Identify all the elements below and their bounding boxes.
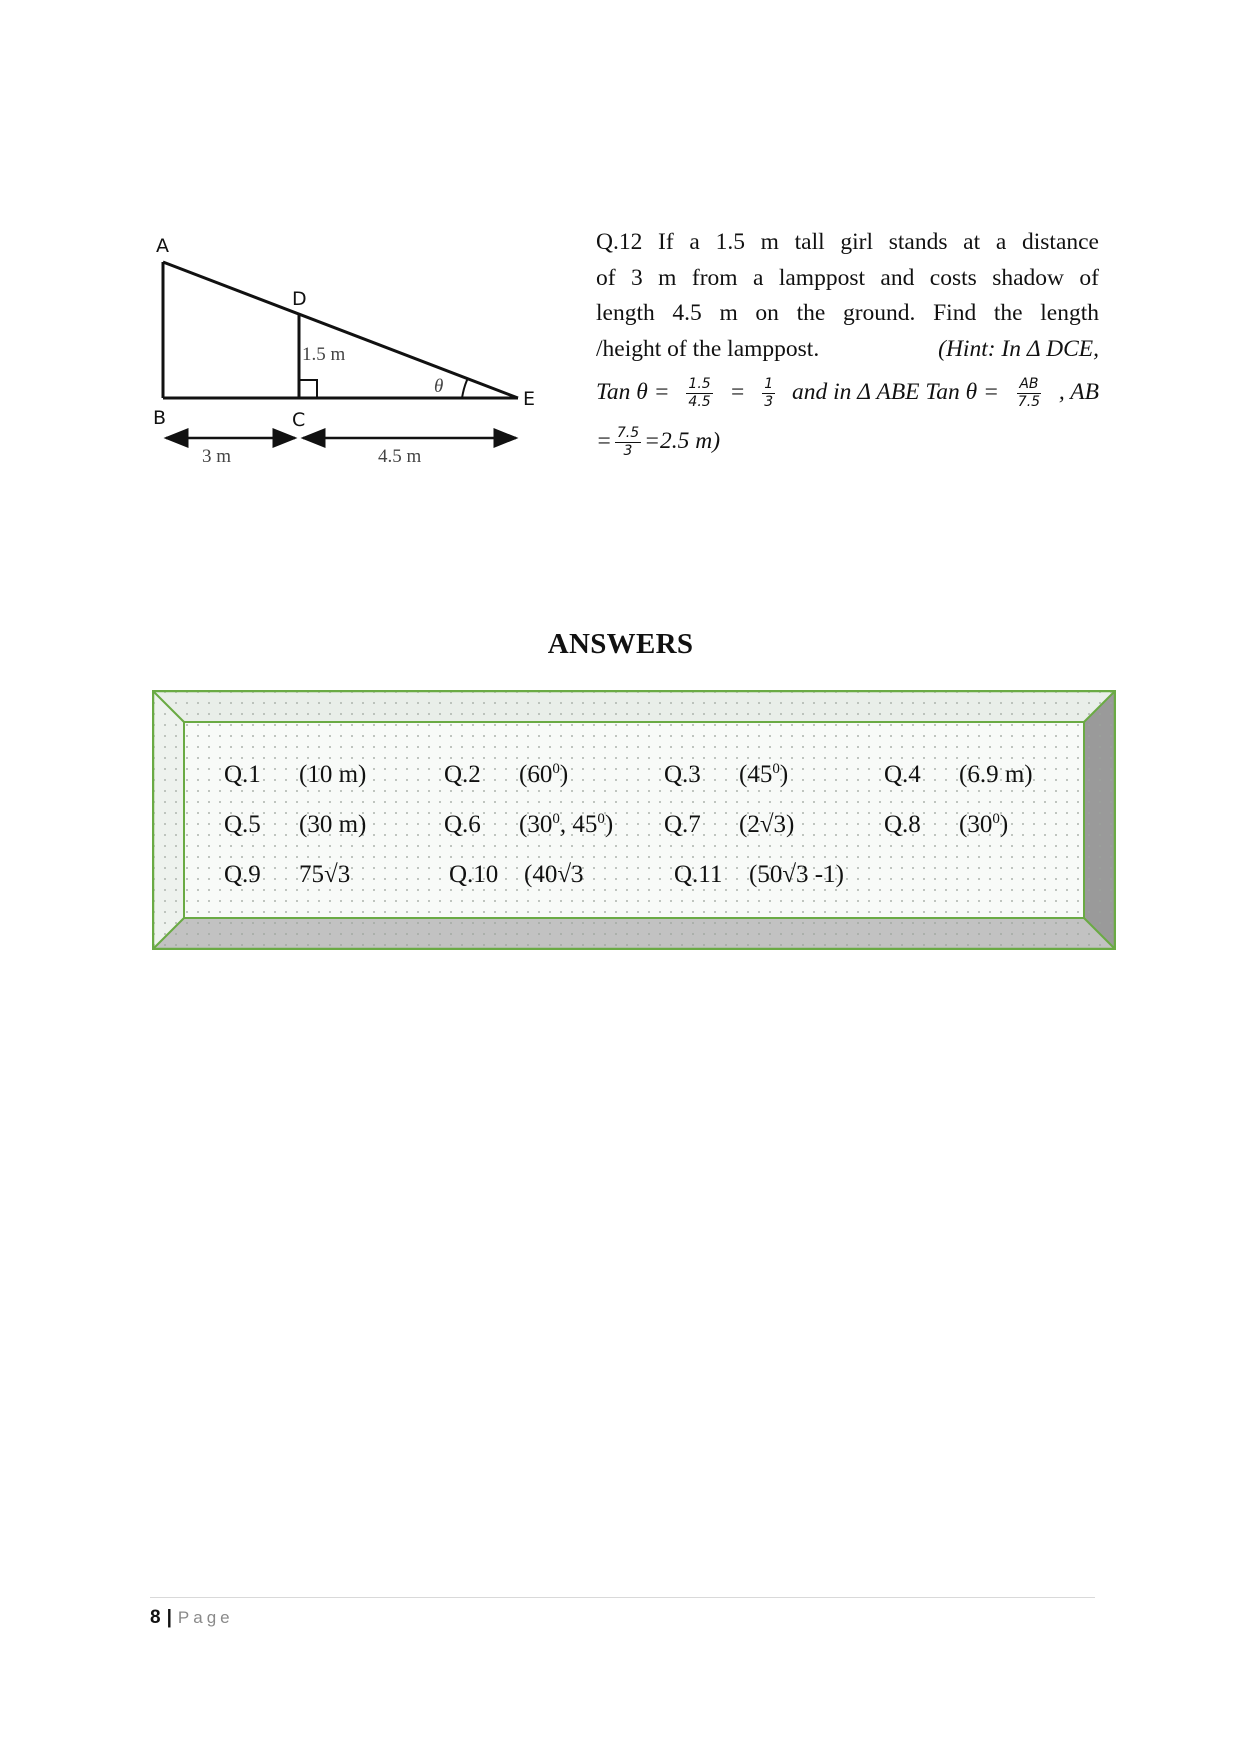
page-footer xyxy=(150,1607,234,1629)
hint-open: (Hint: In Δ DCE, xyxy=(938,335,1099,362)
label-theta: θ xyxy=(434,376,444,397)
equals: = xyxy=(596,428,612,455)
page-number: 8 xyxy=(150,1607,161,1628)
label-ce: 4.5 m xyxy=(378,446,422,467)
answer-cell: Q.4 (6.9 m) xyxy=(884,761,1033,788)
label-c: C xyxy=(292,409,306,431)
hint-formula xyxy=(596,367,1099,419)
answer-cell: Q.9 75√3 xyxy=(224,861,351,888)
question-line: Q.12 If a 1.5 m tall girl stands at a distance xyxy=(596,229,1099,255)
answer-cell: Q.3 $(45^0)$ xyxy=(664,761,789,788)
question-line: of 3 m from a lamppost and costs shadow of xyxy=(596,264,1099,291)
answer-cell: Q.11 (50√3 -1) xyxy=(674,861,844,888)
hint-result xyxy=(596,419,1099,465)
answer-cell: Q.1 (10 m) xyxy=(224,761,367,788)
footer-divider xyxy=(150,1597,1095,1598)
label-d: D xyxy=(292,288,307,310)
question-line: /height of the lamppost. xyxy=(596,335,820,362)
answer-cell: Q.6 ($30^0$, $45^0$) xyxy=(444,811,614,838)
footer-separator: | xyxy=(166,1607,172,1628)
triangle-figure xyxy=(150,235,550,480)
answer-cell: Q.2 $(60^0)$ xyxy=(444,761,569,788)
angle-arc xyxy=(462,378,468,398)
and-text: and in Δ ABE Tan θ = xyxy=(791,379,999,406)
tan-label: Tan θ = xyxy=(596,379,670,406)
line-ae xyxy=(163,262,518,398)
fraction: $\frac{7.5}{3}$ xyxy=(616,424,640,459)
answer-row xyxy=(224,850,1104,900)
answer-cell: Q.10 (40√3 xyxy=(449,861,584,888)
ab-text: , AB xyxy=(1058,379,1099,406)
answers-heading: ANSWERS xyxy=(547,628,694,660)
fraction: $\frac{AB}{7.5}$ xyxy=(1017,375,1041,410)
result-text: =2.5 m) xyxy=(644,428,721,455)
right-angle-mark xyxy=(299,380,317,398)
answer-cell: Q.7 (2√3) xyxy=(664,811,795,838)
answer-row xyxy=(224,800,1104,850)
label-b: B xyxy=(153,407,167,429)
label-bc: 3 m xyxy=(202,446,232,467)
label-a: A xyxy=(156,235,169,257)
page-word: Page xyxy=(177,1608,234,1627)
label-e: E xyxy=(523,388,536,410)
answers-box xyxy=(152,690,1116,950)
question-12 xyxy=(596,225,1099,465)
triangle-diagram xyxy=(150,235,550,480)
label-height: 1.5 m xyxy=(302,344,346,365)
answers-grid xyxy=(224,750,1104,900)
answer-cell: Q.8 $(30^0)$ xyxy=(884,811,1009,838)
fraction: $\frac{1.5}{4.5}$ xyxy=(688,375,711,410)
answer-cell: Q.5 (30 m) xyxy=(224,811,367,838)
equals: = xyxy=(729,379,746,406)
question-line: length 4.5 m on the ground. Find the length xyxy=(596,300,1099,326)
fraction: $\frac{1}{3}$ xyxy=(764,375,774,410)
answer-row xyxy=(224,750,1104,800)
